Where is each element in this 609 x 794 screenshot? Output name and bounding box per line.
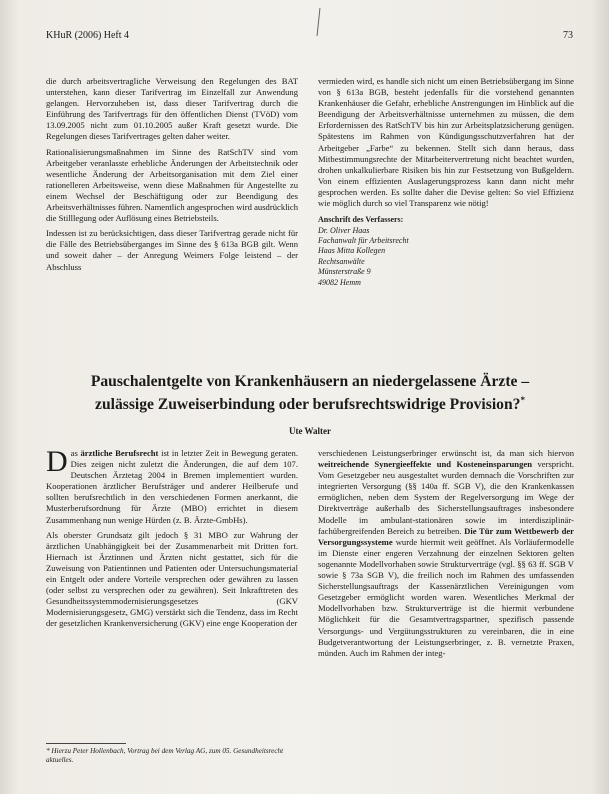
author-line: Dr. Oliver Haas <box>318 225 370 235</box>
footnote: * Hierzu Peter Hollenbach, Vortrag bei dem Verlag AG, zum 05. Gesundheitsrecht aktuelles. <box>46 747 284 764</box>
text-run: verschiedenen Leistungserbringer erwünscht ist, da man sich hiervon <box>318 448 574 458</box>
paragraph: Indessen ist zu berücksichtigen, dass dieser Tarifvertrag gerade nicht für die Fälle des Betriebsüberganges im Sinne des § 613a BGB gilt. Wenn und soweit daher – der Anregung Weimers Folge leistend – der Abschluss <box>46 228 298 272</box>
author-line: 49082 Hemm <box>318 277 361 287</box>
paragraph: die durch arbeitsvertragliche Verweisung den Regelungen des BAT unterstehen, kann dieser Tarifvertrag im Einzelfall zur Anwendung gelangen. Hervorzuheben ist, dass dieser Tarifvertrag durch die Einführung des Tarifvertrags für den öffentlichen Dienst (TVöD) vom 13.09.2005 nicht zum 01.10.2005 außer Kraft gesetzt wurde. Die Regelungen dieses Tarifvertrages gelten daher weiter. <box>46 76 298 142</box>
article-title-line-2: zulässige Zuweiserbindung oder berufsrechtswidrige Provision? <box>95 396 521 414</box>
page-number: 73 <box>563 30 573 41</box>
article-author: Ute Walter <box>288 426 332 437</box>
article-header <box>46 372 574 436</box>
author-line: Münsterstraße 9 <box>318 267 371 277</box>
bottom-left-column <box>46 445 298 634</box>
top-left-column <box>46 76 298 277</box>
paragraph: Rationalisierungsmaßnahmen im Sinne des RatSchTV sind vom Arbeitgeber veranlasste erhebliche Änderungen der Arbeitstechnik oder wesentliche Änderung der Arbeitsorganisation mit dem Ziel einer rationelleren Arbeitsweise, wenn diese Maßnahmen für Angestellte zu einem Wechsel der Beschäftigung oder zur Beendigung des Arbeitsverhältnisses führen. Namentlich angesprochen wird ausdrücklich die Stilllegung oder Auflösung eines Betriebsteils. <box>46 146 299 224</box>
bottom-right-column <box>318 448 574 663</box>
top-right-column <box>318 76 574 288</box>
paragraph <box>46 445 298 526</box>
author-address-heading: Anschrift des Verfassers: <box>318 215 404 225</box>
article-title <box>46 372 574 414</box>
drop-cap: D <box>46 445 68 478</box>
bold-phrase: ärztliche Berufsrecht <box>80 448 159 458</box>
footnote-rule <box>46 743 126 744</box>
author-line: Rechtsanwälte <box>318 256 365 266</box>
author-address <box>318 215 574 288</box>
author-line: Fachanwalt für Arbeitsrecht <box>318 235 409 245</box>
author-line: Haas Mitta Kollegen <box>318 246 386 256</box>
running-head <box>46 30 573 41</box>
paragraph: Als oberster Grundsatz gilt jedoch § 31 MBO zur Wahrung der ärztlichen Unabhängigkeit bei der Zusammenarbeit mit Dritten fort. Hiernach ist Ärztinnen und Ärzten nicht gestattet, sich für die Zuweisung von Patientinnen und Patienten oder Untersuchungsmaterial ein Entgelt oder andere Vorteile versprechen oder gewähren zu lassen (oder selbst zu versprechen oder zu gewähren). Seit Inkrafttreten des Gesundheitssystemmodernisierungsgesetzes (GKV Modernisierungsgesetz, GMG) verstärkt sich die Tendenz, dass im Recht der gesetzlichen Krankenversicherung (GKV) eine enge Kooperation der <box>46 529 298 629</box>
bold-phrase: weitreichende Synergieeffekte und Kosteneinsparungen <box>318 459 532 470</box>
text-run: as <box>70 448 81 458</box>
journal-name: KHuR (2006) Heft 4 <box>46 30 130 41</box>
text-run: ist in letzter Zeit in Bewegung geraten. Dies zeigen nicht zuletzt die Änderungen, die auf dem 107. Deutschen Ärztetag 2004 in Bremen implementiert wurden. Kooperationen ärztlicher Berufsträger und anderer Heilberufe und sollten berufsrechtlich in den verschiedenen Formen anerkannt, die Musterberufsordnung für Ärzte (MBO) errichtet in diesem Zusammenhang nun wenige Hürden (z. B. Ärzte-GmbHs). <box>46 448 298 525</box>
article-title-line-1: Pauschalentgelte von Krankenhäusern an niedergelassene Ärzte – <box>90 373 530 390</box>
bold-phrase: Die Tür zum Wettbewerb der Versorgungssysteme <box>318 525 574 547</box>
paragraph: vermieden wird, es handle sich nicht um einen Betriebsübergang im Sinne von § 613a BGB, besteht jedenfalls für die vorstehend genannten Krankenhäuser die Gefahr, erhebliche Anstrengungen im Hinblick auf die Beendigung der Arbeitsverhältnisse unternehmen zu müssen, die dem Erfordernissen des RatSchTV bis hin zur Arbeitsplatzsicherung genügen. Spätestens im Rahmen von Kündigungsschutzverfahren hat der Arbeitgeber „Farbe“ zu bekennen. Stellt sich dann heraus, dass Mitbestimmungsrechte der Mitarbeitervertretung nicht beachtet wurden, drohen unkalkulierbare Risiken bis hin zur Festsetzung von Bußgeldern. Von einem effizienten Auslagerungsprozess kann dann nicht mehr gesprochen werden. Es sollte daher die Devise gelten: So viel Effizienz wie möglich durch so viel Transparenz wie nötig! <box>318 76 574 209</box>
text-run: verspricht. Vom Gesetzgeber neu ausgestaltet wurden demnach die Vorschriften zur integrierten Versorgung (§§ 140a ff. SGB V), die den Krankenkassen ermöglichen, neben dem System der Regelversorgung im Wege der Direktverträge außerhalb des Sicherstellungsauftrages insbesondere Modelle im ambulant-stationären sowie im interdisziplinär-fachübergreifenden Bereich zu betreiben. <box>318 459 574 536</box>
title-footnote-mark: * <box>520 395 525 405</box>
paragraph <box>318 448 574 659</box>
text-run: wurde hiermit weit geöffnet. Als Vorläufermodelle im Dienste einer engeren Verzahnung der einzelnen Sektoren gelten sogenannte Modellvorhaben sowie Strukturverträge (vgl. §§ 63 ff. SGB V sowie § 73a SGB V), die freilich noch im Rahmen des umfassenden Sicherstellungsauftrags der Kassenärztlichen Vereinigungen vom Gesetzgeber ermöglicht worden waren. Wesentliches Merkmal der Modellvorhaben bzw. Strukturverträge ist die hiermit verbundene Möglichkeit für die Gesamtvertragspartner, spezifisch passende Versorgungs- und Vergütungsstrukturen zu vereinbaren, die in eine Budgetverantwortung der Leistungserbringer, z. B. vernetzte Praxen, münden. Auch im Rahmen der integ- <box>318 536 574 658</box>
